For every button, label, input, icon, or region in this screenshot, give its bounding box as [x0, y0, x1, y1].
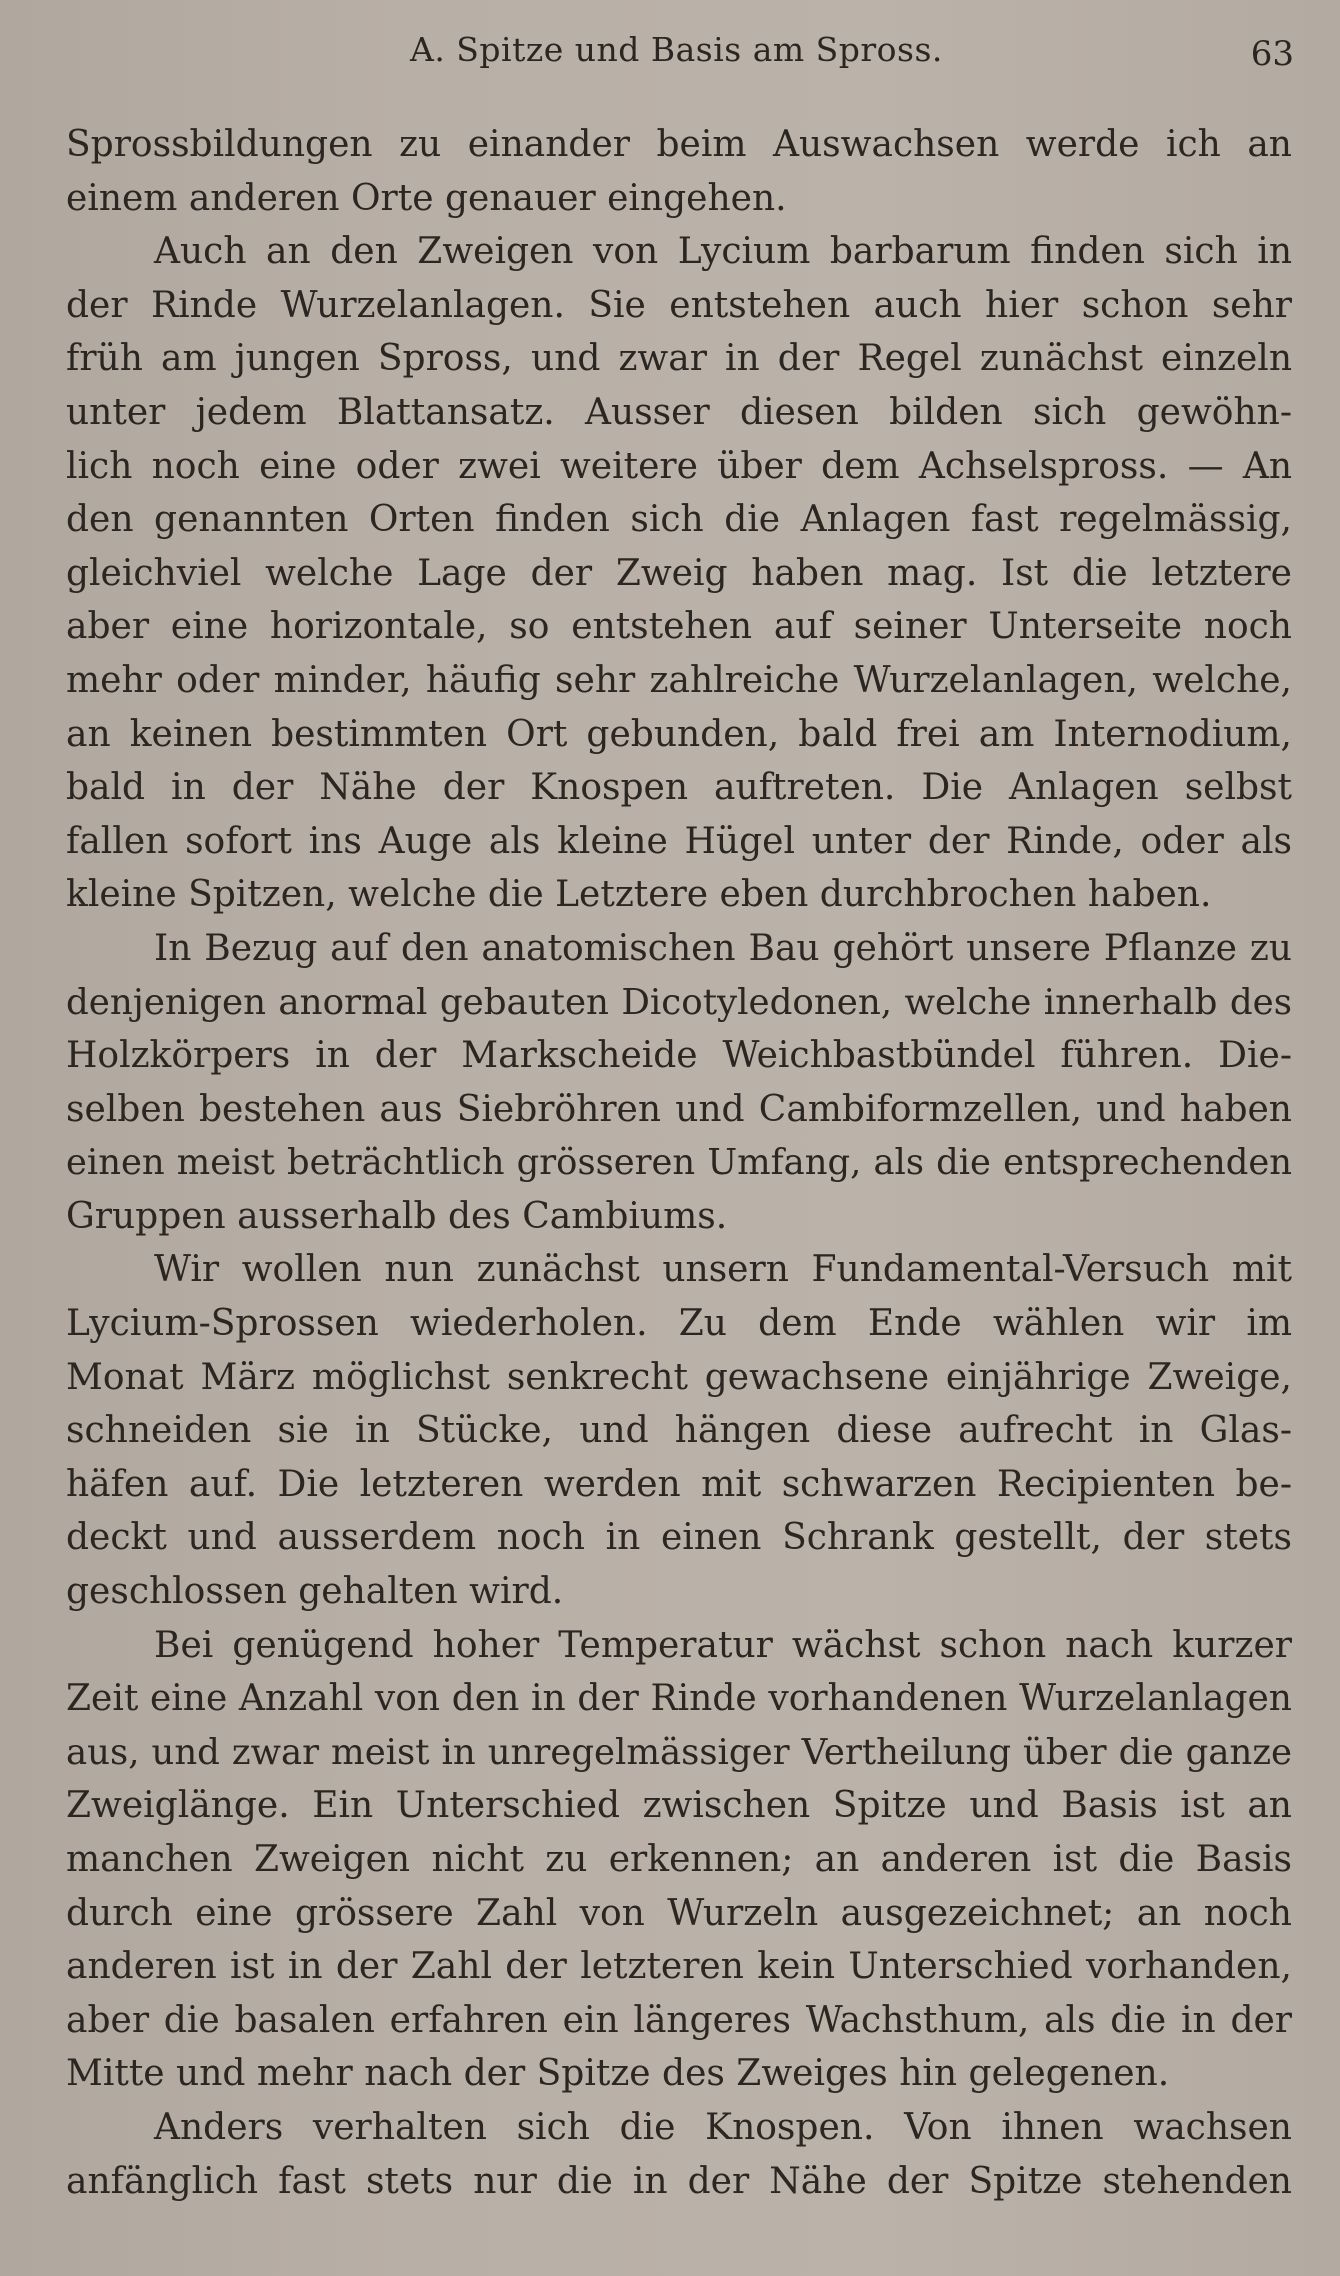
text-line: unter jedem Blattansatz. Ausser diesen bilden sich gewöhn- [66, 391, 1292, 433]
running-head: A. Spitze und Basis am Spross. [410, 30, 943, 69]
text-line: aber die basalen erfahren ein längeres Wachsthum, als die in der [66, 1999, 1292, 2041]
text-line: Auch an den Zweigen von Lycium barbarum finden sich in [154, 231, 1292, 273]
text-line: einem anderen Orte genauer eingehen. [66, 177, 787, 219]
text-line: der Rinde Wurzelanlagen. Sie entstehen auch hier schon sehr [66, 284, 1292, 326]
text-line: Sprossbildungen zu einander beim Auswachsen werde ich an [66, 124, 1292, 165]
text-line: häfen auf. Die letzteren werden mit schwarzen Recipienten be- [66, 1463, 1292, 1505]
text-line: Zweiglänge. Ein Unterschied zwischen Spitze und Basis ist an [66, 1785, 1292, 1827]
text-line: einen meist beträchtlich grösseren Umfang, als die entsprechenden [66, 1142, 1292, 1184]
text-line: gleichviel welche Lage der Zweig haben mag. Ist die letztere [66, 552, 1292, 594]
text-line: schneiden sie in Stücke, und hängen diese aufrecht in Glas- [66, 1410, 1292, 1452]
text-line: Zeit eine Anzahl von den in der Rinde vorhandenen Wurzelanlagen [66, 1678, 1292, 1720]
text-line: bald in der Nähe der Knospen auftreten. Die Anlagen selbst [66, 767, 1292, 809]
text-line: Monat März möglichst senkrecht gewachsene einjährige Zweige, [66, 1356, 1292, 1398]
text-line: manchen Zweigen nicht zu erkennen; an anderen ist die Basis [66, 1839, 1292, 1880]
text-line: Holzkörpers in der Markscheide Weichbastbündel führen. Die- [66, 1035, 1292, 1077]
text-line: In Bezug auf den anatomischen Bau gehört unsere Pflanze zu [154, 927, 1292, 969]
text-line: denjenigen anormal gebauten Dicotyledonen, welche innerhalb des [66, 981, 1292, 1023]
text-line: fallen sofort ins Auge als kleine Hügel unter der Rinde, oder als [66, 820, 1292, 862]
text-line: aber eine horizontale, so entstehen auf seiner Unterseite noch [66, 606, 1292, 648]
text-line: Anders verhalten sich die Knospen. Von ihnen wachsen [154, 2106, 1292, 2148]
text-line: kleine Spitzen, welche die Letztere eben durchbrochen haben. [66, 874, 1212, 916]
body-text [66, 118, 1292, 2208]
page-number: 63 [1250, 34, 1294, 74]
text-line: Mitte und mehr nach der Spitze des Zweiges hin gelegenen. [66, 2053, 1170, 2095]
text-line: geschlossen gehalten wird. [66, 1571, 564, 1613]
text-line: Lycium-Sprossen wiederholen. Zu dem Ende wählen wir im [66, 1303, 1292, 1345]
text-line: Wir wollen nun zunächst unsern Fundamental-Versuch mit [154, 1249, 1292, 1291]
text-line: anderen ist in der Zahl der letzteren kein Unterschied vorhanden, [66, 1946, 1292, 1988]
text-line: mehr oder minder, häufig sehr zahlreiche Wurzelanlagen, welche, [66, 659, 1292, 701]
text-line: deckt und ausserdem noch in einen Schrank gestellt, der stets [66, 1517, 1292, 1559]
text-line: selben bestehen aus Siebröhren und Cambiformzellen, und haben [66, 1088, 1292, 1130]
text-line: lich noch eine oder zwei weitere über dem Achselspross. — An [66, 445, 1292, 487]
text-line: anfänglich fast stets nur die in der Nähe der Spitze stehenden [66, 2160, 1292, 2202]
text-line: aus, und zwar meist in unregelmässiger Vertheilung über die ganze [66, 1731, 1292, 1773]
page-header [0, 30, 1340, 78]
text-line: den genannten Orten finden sich die Anlagen fast regelmässig, [66, 499, 1292, 541]
text-line: früh am jungen Spross, und zwar in der Regel zunächst einzeln [66, 338, 1292, 380]
text-line: an keinen bestimmten Ort gebunden, bald frei am Internodium, [66, 713, 1292, 755]
text-line: durch eine grössere Zahl von Wurzeln ausgezeichnet; an noch [66, 1892, 1292, 1934]
text-line: Bei genügend hoher Temperatur wächst schon nach kurzer [154, 1624, 1292, 1666]
text-line: Gruppen ausserhalb des Cambiums. [66, 1195, 728, 1237]
